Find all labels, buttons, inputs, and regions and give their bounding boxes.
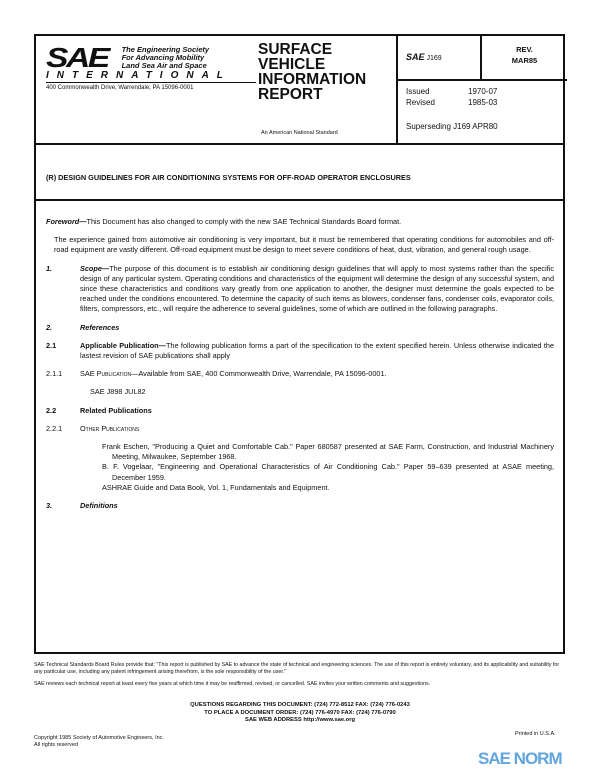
reference-item: ASHRAE Guide and Data Book, Vol. 1, Fundamentals and Equipment. (102, 482, 330, 492)
review-note: SAE reviews each technical report at least every five years at which time it may be reaffirmed, revised, or cancelled. SAE invites your written comments and suggestions. (34, 681, 431, 687)
sae-norm-watermark: SAE NORM (478, 749, 562, 768)
section-number: 1. (46, 263, 53, 273)
section-2-1-1 (46, 369, 554, 379)
reference-item: B. F. Vogelaar, "Engineering and Operational Characteristics of Air Conditioning Cab." Paper 59–639 presented at ASAE meeting, December 1959. (102, 462, 554, 482)
order-line: TO PLACE A DOCUMENT ORDER: (724) 776-4970 FAX: (724) 776-0790 (204, 709, 396, 716)
reference-item: Frank Eschen, "Producing a Quiet and Comfortable Cab." Paper 680587 presented at SAE Farm, Construction, and Industrial Machinery Meeting, Milwaukee, September 1968. (102, 442, 554, 462)
printed-label: Printed in U.S.A. (515, 731, 556, 737)
section-number: 3. (46, 501, 53, 511)
document-title: (R) DESIGN GUIDELINES FOR AIR CONDITIONING SYSTEMS FOR OFF-ROAD OPERATOR ENCLOSURES (36, 143, 563, 201)
section-heading: Scope— (80, 263, 110, 273)
report-type (258, 42, 366, 102)
footer-notes (34, 662, 569, 688)
section-heading: Definitions (80, 501, 118, 511)
revision-cell (482, 36, 567, 81)
report-type-line: VEHICLE (258, 56, 326, 73)
foreword-text: This Document has also changed to comply with the new SAE Technical Standards Board format. (86, 217, 402, 226)
tagline-line: For Advancing Mobility (121, 53, 205, 62)
reference-list (46, 442, 554, 493)
report-type-line: REPORT (258, 86, 323, 103)
intro-paragraph: The experience gained from automotive air conditioning is very important, but it must be remembered that operating conditions for automobiles and off-road equipment are vastly different. Off-road equipment must be design to meet severe conditions of heat, dust, vibration, and general rough usage. (54, 235, 554, 255)
ans-label: An American National Standard (261, 130, 338, 136)
section-heading: Related Publications (80, 405, 152, 415)
tagline-line: Land Sea Air and Space (121, 61, 207, 70)
doc-number-cell (398, 36, 482, 81)
section-text: The following publication forms a part of the specification to the extent specified herein. Unless otherwise indicated the lastest revision of SAE publications shall apply (80, 340, 555, 361)
section-2 (46, 323, 554, 333)
document-header (36, 36, 563, 145)
address: 400 Commonwealth Drive, Warrendale, PA 15096-0001 (46, 85, 194, 91)
rev-label: REV. (516, 45, 533, 54)
international-label: INTERNATIONAL (46, 70, 256, 83)
questions-line: QUESTIONS REGARDING THIS DOCUMENT: (724) 772-8512 FAX: (724) 776-0243 (190, 702, 410, 708)
document-frame (34, 34, 565, 654)
rev-value: MAR85 (511, 56, 538, 65)
doc-number: J169 (426, 55, 442, 62)
section-3 (46, 501, 554, 511)
section-number: 2.2 (46, 405, 57, 415)
section-2-1 (46, 341, 554, 361)
section-number: 2.1 (46, 340, 57, 350)
dates (406, 86, 530, 108)
section-text: Available from SAE, 400 Commonwealth Drive, Warrendale, PA 15096-0001. (138, 369, 387, 379)
section-number: 2.1.1 (46, 369, 63, 379)
tagline-line: The Engineering Society (121, 45, 210, 54)
reference-item: SAE J898 JUL82 (90, 387, 146, 397)
foreword-heading: Foreword— (46, 217, 87, 226)
issued-date: 1970-07 (468, 87, 498, 96)
section-1 (46, 264, 554, 315)
report-type-line: INFORMATION (258, 71, 367, 88)
sae-logo (46, 42, 256, 91)
sae-small-logo: SAE (406, 52, 425, 62)
copyright (34, 735, 164, 749)
contact-info (0, 702, 600, 725)
revised-label: Revised (406, 98, 435, 107)
copyright-line: Copyright 1985 Society of Automotive Engineers, Inc. (34, 735, 164, 741)
section-heading: Applicable Publication— (80, 340, 166, 350)
sae-logo-mark: SAE (46, 42, 108, 73)
supersedes: Superseding J169 APR80 (406, 122, 498, 131)
foreword (46, 217, 554, 227)
document-body (46, 217, 554, 511)
doc-info (396, 36, 567, 143)
section-text: The purpose of this document is to establish air conditioning design guidelines that will apply to most systems rather than the specific design of any particular system. Operating conditions and characteristics of the equipment will determine the design of any successful system, and since these characteristics and conditions vary greatly from one application to another, the designer must determine the goals expected to be reached under the conditions encountered. To determine the capacity of such items as blowers, condenser fans, condenser coils, evaporator coils, filters, compressors, etc., will require the adherence to several guidelines, some of which are outlined in the following paragraphs. (80, 263, 554, 314)
web-address[interactable]: SAE WEB ADDRESS http://www.sae.org (244, 717, 356, 723)
section-number: 2.2.1 (46, 423, 63, 433)
section-2-2-1 (46, 424, 554, 434)
section-2-2 (46, 406, 554, 416)
report-type-line: SURFACE (258, 41, 333, 58)
rules-note: SAE Technical Standards Board Rules provide that: "This report is published by SAE to advance the state of technical and engineering sciences. The use of this report is entirely voluntary, and its applicability and suitability for any particular use, including any patent infringement arising therefrom, is the sole responsibility of the user." (34, 662, 560, 675)
rights-line: All rights reserved (34, 742, 79, 748)
section-heading: SAE Publication— (80, 369, 139, 379)
issued-label: Issued (406, 87, 430, 96)
section-number: 2. (46, 322, 53, 332)
revised-date: 1985-03 (468, 98, 498, 107)
section-heading: Other Publications (80, 423, 140, 433)
section-heading: References (80, 322, 120, 332)
